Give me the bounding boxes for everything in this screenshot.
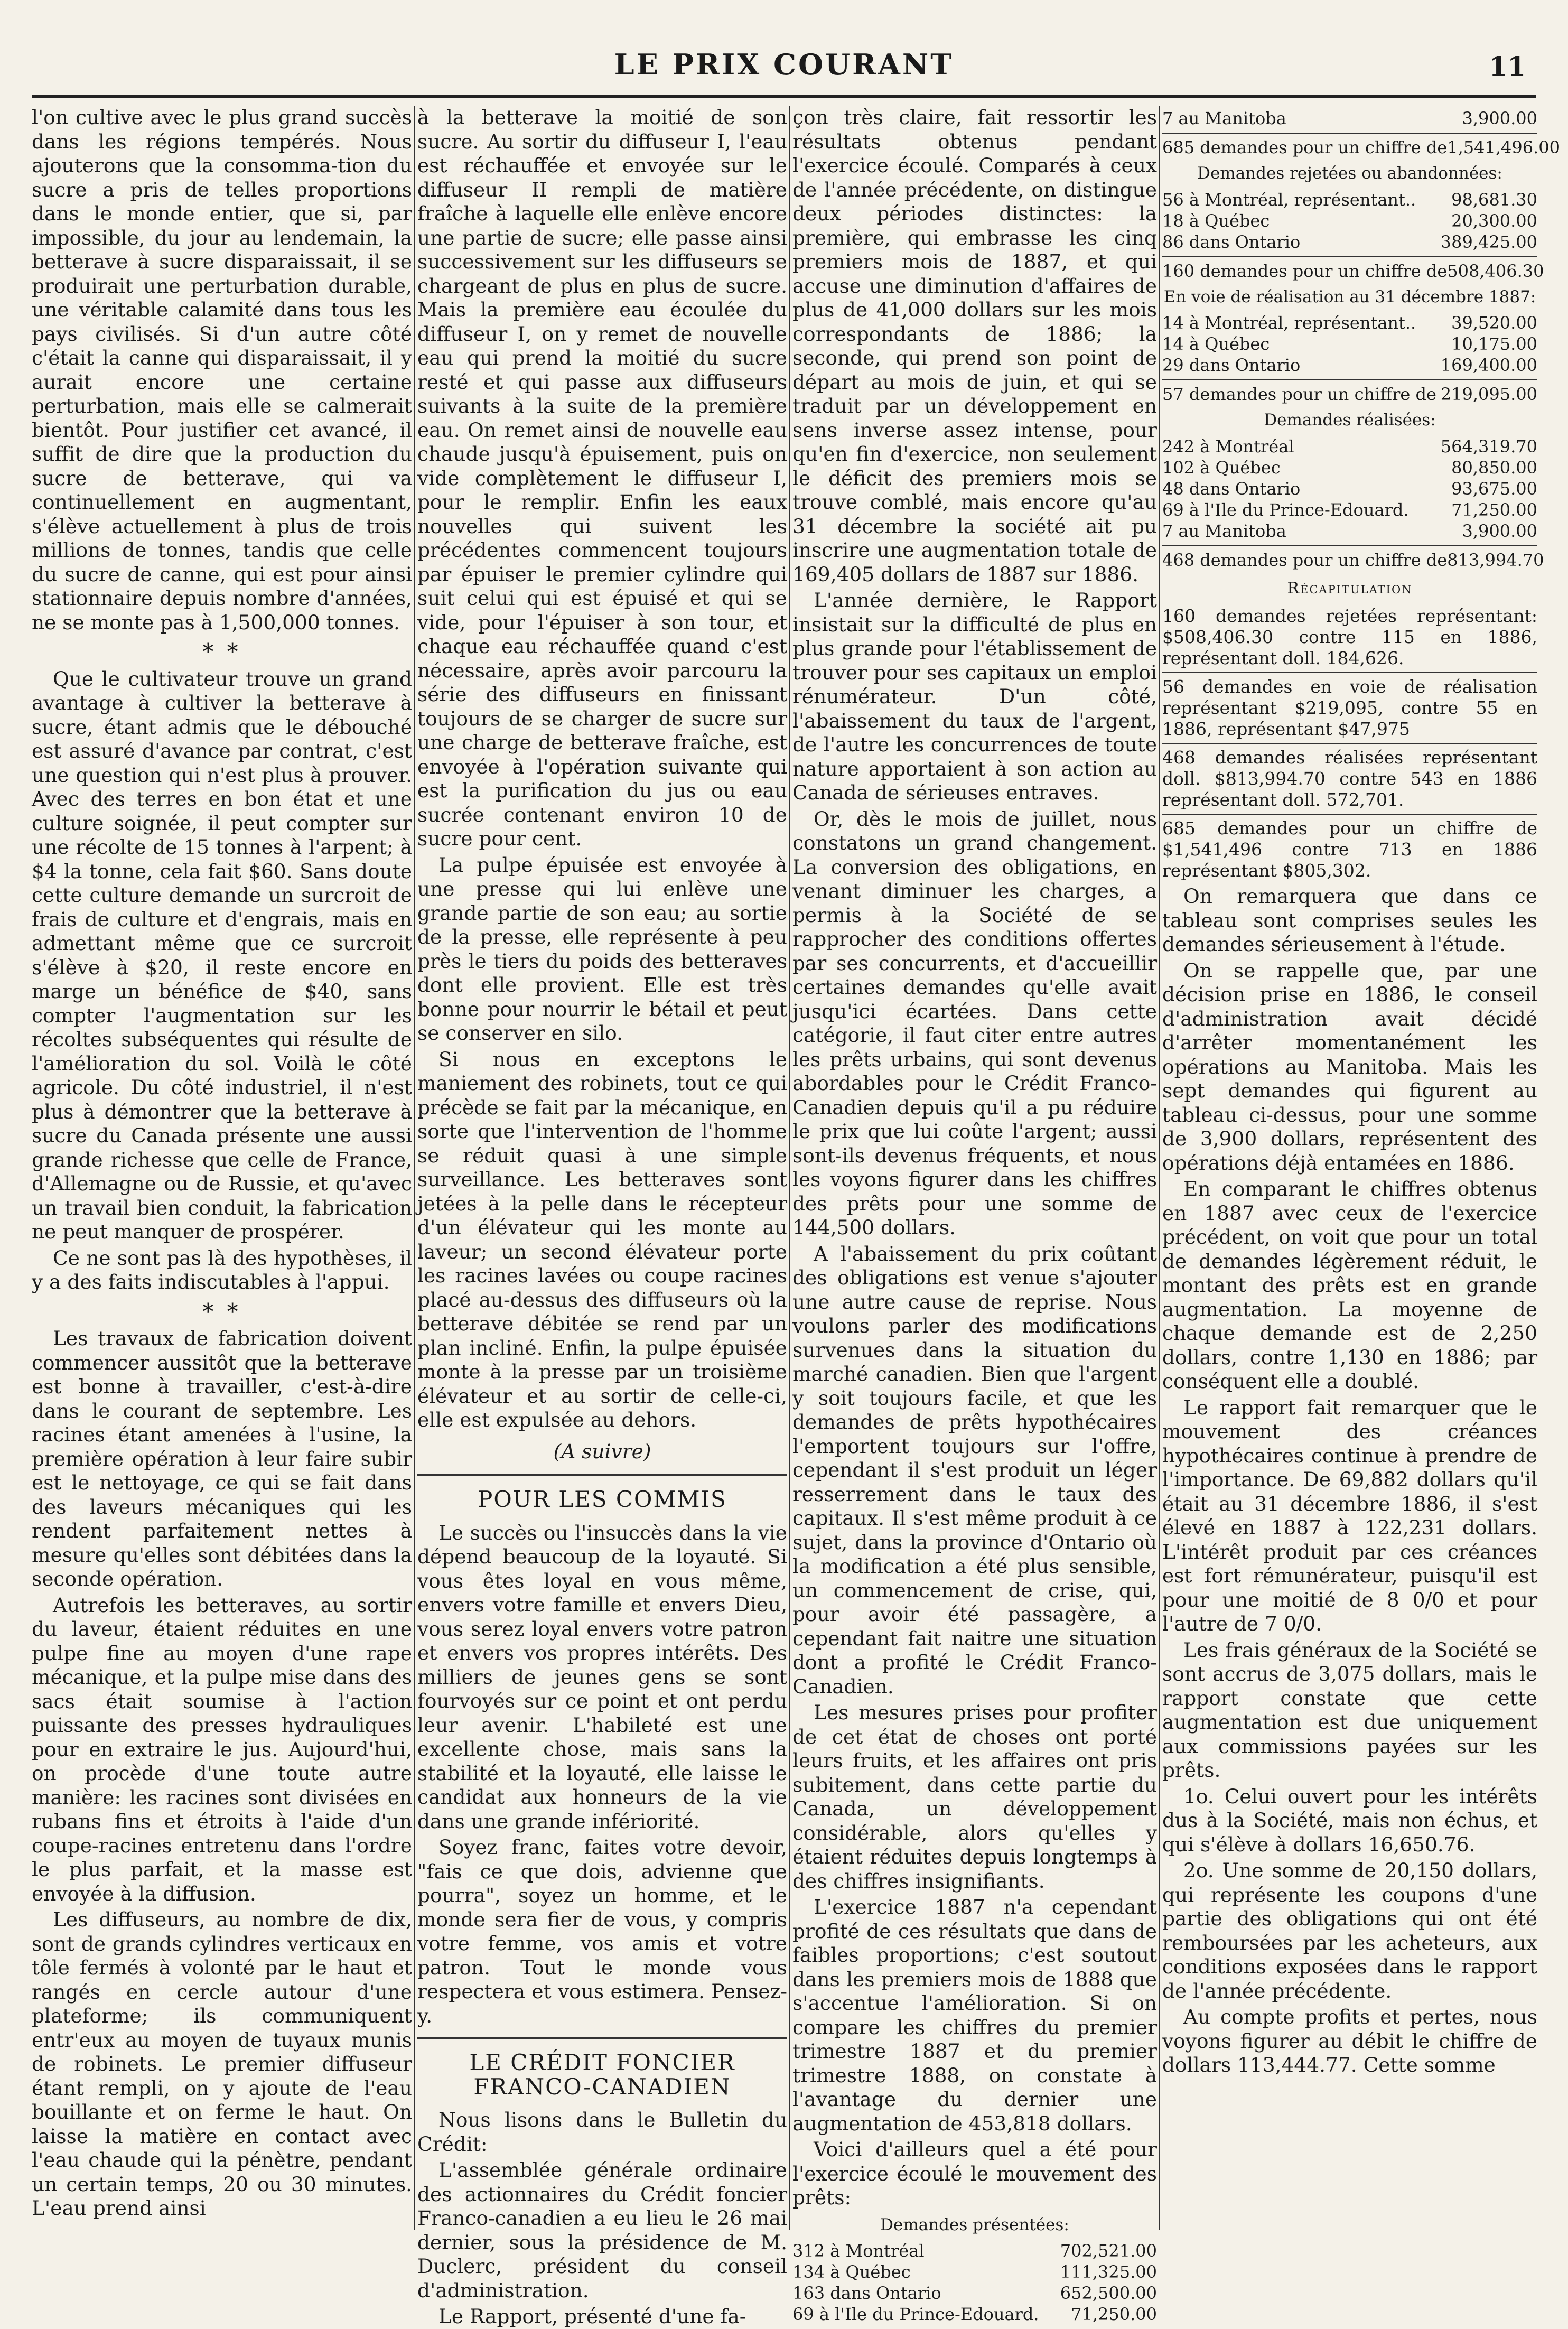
- column-rule: [414, 106, 415, 2230]
- row-label: 163 dans Ontario: [792, 2283, 941, 2303]
- row-amount: 111,325.00: [1060, 2262, 1157, 2282]
- total-table: [1162, 137, 1560, 159]
- table-row: [1162, 231, 1537, 253]
- divider: [1162, 814, 1537, 815]
- recap-line: 56 demandes en voie de réalisation représentant $219,095, contre 55 en 1886, représentant $47,975: [1162, 676, 1537, 739]
- paragraph: Les mesures prises pour profiter de cet état de choses ont porté leurs fruits, et les affaires ont pris subitement, dans cette partie du Canada, un développement considérable, alors qu'elles y étaient réduites depuis longtemps à des chiffres insignifiants.: [792, 1701, 1157, 1893]
- row-label: 48 dans Ontario: [1162, 478, 1301, 499]
- row-label: 69 à l'Ile du Prince-Edouard.: [792, 2304, 1039, 2324]
- paragraph: Que le cultivateur trouve un grand avantage à cultiver la betterave à sucre, étant admis que le débouché est assuré d'avance par contrat, c'est une question qui n'est plus à prouver. Avec des terres en bon état et une culture soignée, il peut compter sur une récolte de 15 tonnes à l'arpent; à $4 la tonne, cela fait $60. Sans doute cette culture demande un surcroit de frais de culture et d'engrais, mais en admettant même que ce surcroit s'élève à $20, il reste encore en marge un bénéfice de $40, sans compter l'augmentation sur les récoltes subséquentes qui résulte de l'amélioration du sol. Voilà le côté agricole. Du côté industriel, il n'est plus à démontrer que la betterave à sucre du Canada présente une aussi grande richesse que celle de France, d'Allemagne ou de Russie, et qu'avec un travail bien conduit, la fabrication ne peut manquer de prospérer.: [32, 667, 412, 1243]
- total-label: 685 demandes pour un chiffre de: [1162, 137, 1448, 157]
- row-amount: 169,400.00: [1440, 355, 1537, 375]
- total-row: [1162, 260, 1544, 282]
- paragraph: Soyez franc, faites votre devoir, "fais ce que dois, advienne que pourra", soyez un homme, et le monde sera fier de vous, y compris votre femme, vos amis et votre patron. Tout le monde vous respectera et vous estimera. Pensez-y.: [417, 1836, 787, 2027]
- table-heading: Demandes réalisées:: [1264, 411, 1436, 430]
- row-label: 242 à Montréal: [1162, 436, 1294, 457]
- paragraph: Les travaux de fabrication doivent commencer aussitôt que la betterave est bonne à travailler, c'est-à-dire dans le courant de septembre. Les racines étant amenées à l'usine, la première opération à leur faire subir est le nettoyage, ce qui se fait dans des laveurs mécaniques qui les rendent parfaitement nettes à mesure qu'elles sont débitées dans la seconde opération.: [32, 1327, 412, 1590]
- total-label: 160 demandes pour un chiffre de: [1162, 260, 1448, 281]
- section-separator: * *: [202, 1298, 241, 1325]
- column-1: [32, 106, 412, 2230]
- continued-note: (A suivre): [553, 1439, 651, 1463]
- row-label: 7 au Manitoba: [1162, 108, 1286, 128]
- row-label: 14 à Montréal, représentant..: [1162, 313, 1416, 333]
- paragraph: à la betterave la moitié de son sucre. Au sortir du diffuseur I, l'eau est réchauffée et envoyée sur le diffuseur II rempli de matière fraîche à laquelle elle enlève encore une partie de sucre; elle passe ainsi successivement sur les diffuseurs se chargeant de plus en plus de sucre. Mais la première eau écoulée du diffuseur I, on y remet de nouvelle eau qui prend la moitié du sucre resté et qui passe aux diffuseurs suivants à la suite de la première eau. On remet ainsi de nouvelle eau chaude jusqu'à épuisement, puis on vide complètement le diffuseur I, pour le remplir. Enfin les eaux nouvelles qui suivent les précédentes commencent toujours par épuiser le premier cylindre qui suit celui qui est épuisé et qui se vide, pour l'épuiser à son tour, et chaque eau réchauffée quand c'est nécessaire, après avoir parcouru la série des diffuseurs en finissant toujours de se charger de sucre sur une charge de betterave fraîche, est envoyée à l'opération suivante qui est la purification du jus ou eau sucrée contenant environ 10 de sucre pour cent.: [417, 106, 787, 850]
- paragraph: L'année dernière, le Rapport insistait sur la difficulté de plus en plus grande pour l'établissement de trouver pour ses capitaux un emploi rénumérateur. D'un côté, l'abaissement du taux de l'argent, de l'autre les concurrences de toute nature apportaient à son action au Canada de sérieuses entraves.: [792, 589, 1157, 804]
- recap-line: 160 demandes rejetées représentant: $508,406.30 contre 115 en 1886, représentant doll. 184,626.: [1162, 605, 1537, 668]
- row-amount: 564,319.70: [1440, 436, 1537, 457]
- paragraph: 1o. Celui ouvert pour les intérêts dus à la Société, mais non échus, et qui s'élève à dollars 16,650.76.: [1162, 1784, 1537, 1856]
- column-2: [417, 106, 787, 2328]
- table-row: [1162, 108, 1537, 129]
- divider: [1162, 379, 1537, 380]
- table-row: [792, 2304, 1157, 2325]
- table-row: [1162, 457, 1537, 478]
- section-separator: * *: [202, 639, 241, 665]
- paragraph: L'assemblée générale ordinaire des actionnaires du Crédit foncier Franco-canadien a eu lieu le 26 mai dernier, sous la présidence de M. Duclerc, président du conseil d'administration.: [417, 2158, 787, 2302]
- table-row: [1162, 520, 1537, 542]
- divider: [1162, 133, 1537, 134]
- row-label: 56 à Montréal, représentant..: [1162, 189, 1416, 210]
- total-table: [1162, 260, 1544, 282]
- row-label: 69 à l'Ile du Prince-Edouard.: [1162, 499, 1409, 520]
- total-amount: 1,541,496.00: [1447, 137, 1561, 157]
- paragraph: Autrefois les betteraves, au sortir du laveur, étaient réduites en une pulpe fine au moyen d'une rape mécanique, et la pulpe mise dans des sacs était soumise à l'action puissante des presses hydrauliques pour en extraire le jus. Aujourd'hui, on procède d'une toute autre manière: les racines sont divisées en rubans fins et étroits à l'aide d'un coupe-racines entretenu dans l'ordre le plus parfait, et la masse est envoyée à la diffusion.: [32, 1593, 412, 1905]
- table-heading: Demandes rejetées ou abandonnées:: [1197, 164, 1502, 183]
- paragraph: Nous lisons dans le Bulletin du Crédit:: [417, 2108, 787, 2156]
- paragraph: Les frais généraux de la Société se sont accrus de 3,075 dollars, mais le rapport constate que cette augmentation est due uniquement aux commissions payées sur les prêts.: [1162, 1638, 1537, 1782]
- table-row: [792, 2283, 1157, 2304]
- column-rule: [1159, 106, 1160, 2230]
- total-label: 468 demandes pour un chiffre de: [1162, 549, 1448, 570]
- row-label: 102 à Québec: [1162, 457, 1281, 478]
- row-label: 7 au Manitoba: [1162, 520, 1286, 541]
- paragraph: l'on cultive avec le plus grand succès dans les régions tempérés. Nous ajouterons que la consomma-tion du sucre a pris de telles proportions dans le monde entier, que si, par impossible, du jour au lendemain, la betterave à sucre disparaissait, il se produirait une perturbation durable, une véritable calamité dans tous les pays civilisés. Si d'un autre côté c'était la canne qui disparaissait, il y aurait encore une certaine perturbation, mais elle se calmerait bientôt. Pour justifier cet avancé, il suffit de dire que la production du sucre de betterave, qui va continuellement en augmentant, s'élève actuellement à plus de trois millions de tonnes, tandis que celle du sucre de canne, qui est pour ainsi stationnaire depuis nombre d'années, ne se monte pas à 1,500,000 tonnes.: [32, 106, 412, 634]
- total-row: [1162, 549, 1544, 571]
- paragraph: Les diffuseurs, au nombre de dix, sont de grands cylindres verticaux en tôle fermés à volonté par le haut et rangés en cercle autour d'une plateforme; ils communiquent entr'eux au moyen de tuyaux munis de robinets. Le premier diffuseur étant rempli, on y ajoute de l'eau bouillante et on ferme le haut. On laisse la matière en contact avec l'eau chaude qui la pénètre, pendant un certain temps, 20 ou 30 minutes. L'eau prend ainsi: [32, 1908, 412, 2220]
- row-amount: 3,900.00: [1462, 108, 1537, 128]
- paragraph: On se rappelle que, par une décision prise en 1886, le conseil d'administration avait décidé d'arrêter momentanément les opérations au Manitoba. Mais les sept demandes qui figurent au tableau ci-dessus, pour une somme de 3,900 dollars, représentent des opérations déjà entamées en 1886.: [1162, 958, 1537, 1175]
- paragraph: Au compte profits et pertes, nous voyons figurer au débit le chiffre de dollars 113,444.77. Cette somme: [1162, 2005, 1537, 2076]
- total-amount: 219,095.00: [1440, 384, 1537, 404]
- table-row: [1162, 210, 1537, 231]
- row-amount: 39,520.00: [1451, 313, 1537, 333]
- realized-table: [1162, 436, 1537, 542]
- row-amount: 3,900.00: [1462, 520, 1537, 541]
- paragraph: La pulpe épuisée est envoyée à une presse qui lui enlève une grande partie de son eau; au sortie de la presse, elle représente à peu près le tiers du poids des betteraves dont elle provient. Elle est très bonne pour nourrir le bétail et peut se conserver en silo.: [417, 853, 787, 1045]
- table-row: [1162, 355, 1537, 376]
- paragraph: En comparant le chiffres obtenus en 1887 avec ceux de l'exercice précédent, on voit que pour un total de demandes légèrement réduit, le montant des prêts est en grande augmentation. La moyenne de chaque demande est de 2,250 dollars, contre 1,130 en 1886; par conséquent elle a doublé.: [1162, 1177, 1537, 1393]
- rejected-table: [1162, 189, 1537, 253]
- paragraph: Ce ne sont pas là des hypothèses, il y a des faits indiscutables à l'appui.: [32, 1246, 412, 1293]
- column-3: [792, 106, 1157, 2324]
- row-label: 29 dans Ontario: [1162, 355, 1301, 375]
- paragraph: çon très claire, fait ressortir les résultats obtenus pendant l'exercice écoulé. Comparés à ceux de l'année précédente, on distingue deux périodes distinctes: la première, qui embrasse les cinq premiers mois de 1887, et qui accuse une diminution d'affaires de plus de 41,000 dollars sur les mois correspondants de 1886; la seconde, qui prend son point de départ au mois de juin, et qui se traduit par un développement en sens inverse assez intense, pour qu'en fin d'exercice, non seulement le déficit des premiers mois se trouve comblé, mais encore qu'au 31 décembre la société ait pu inscrire une augmentation totale de 169,405 dollars de 1887 sur 1886.: [792, 106, 1157, 586]
- total-table: [1162, 549, 1544, 571]
- table-row: [1162, 499, 1537, 520]
- row-label: 134 à Québec: [792, 2262, 911, 2282]
- column-rule: [789, 106, 790, 2230]
- page-header: [32, 37, 1536, 98]
- divider: [1162, 256, 1537, 257]
- total-amount: 813,994.70: [1447, 549, 1544, 570]
- row-amount: 71,250.00: [1071, 2304, 1157, 2324]
- recap-block: [1162, 605, 1537, 881]
- table-row: [1162, 436, 1537, 457]
- table-row: [792, 2240, 1157, 2261]
- paragraph: Si nous en exceptons le maniement des robinets, tout ce qui précède se fait par la mécanique, en sorte que l'intervention de l'homme se réduit quasi à une simple surveillance. Les betteraves sont jetées à la pelle dans le récepteur d'un élévateur qui les monte au laveur; un second élévateur porte les racines lavées ou coupe racines placé au-dessus des diffuseurs où la betterave débitée se rend par un plan incliné. Enfin, la pulpe épuisée monte à la presse par un troisième élévateur et au sortir de celle-ci, elle est expulsée au dehors.: [417, 1047, 787, 1431]
- divider: [1162, 672, 1537, 673]
- total-row: [1162, 137, 1560, 158]
- publication-title: LE PRIX COURANT: [614, 48, 954, 81]
- row-amount: 71,250.00: [1451, 499, 1537, 520]
- paragraph: Voici d'ailleurs quel a été pour l'exercice écoulé le mouvement des prêts:: [792, 2138, 1157, 2209]
- loans-table: [792, 2240, 1157, 2325]
- table-row: [1162, 478, 1537, 499]
- article-heading: LE CRÉDIT FONCIER FRANCO-CANADIEN: [469, 2049, 735, 2100]
- row-amount: 702,521.00: [1060, 2241, 1157, 2261]
- loans-table: [1162, 108, 1537, 129]
- row-amount: 389,425.00: [1440, 231, 1537, 252]
- table-heading: En voie de réalisation au 31 décembre 1887:: [1163, 287, 1536, 306]
- paragraph: Le Rapport, présenté d'une fa-: [438, 2305, 746, 2328]
- total-amount: 508,406.30: [1447, 260, 1544, 281]
- paragraph: On remarquera que dans ce tableau sont comprises seules les demandes sérieusement à l'étude.: [1162, 884, 1537, 956]
- table-row: [1162, 312, 1537, 333]
- page-number: 11: [1489, 51, 1526, 82]
- row-amount: 80,850.00: [1451, 457, 1537, 478]
- total-row: [1162, 384, 1537, 405]
- row-label: 18 à Québec: [1162, 210, 1270, 231]
- paragraph: Le rapport fait remarquer que le mouvement des créances hypothécaires continue à prendre de l'importance. De 69,882 dollars qu'il était au 31 décembre 1886, il s'est élevé en 1887 à 122,231 dollars. L'intérêt produit par ces créances est fort rémunérateur, puisqu'il est pour une moitié de 8 0/0 et pour l'autre de 7 0/0.: [1162, 1395, 1537, 1635]
- row-label: 312 à Montréal: [792, 2241, 925, 2261]
- article-heading: POUR LES COMMIS: [478, 1486, 727, 1512]
- recap-line: 468 demandes réalisées représentant doll. $813,994.70 contre 543 en 1886 représentant doll. 572,701.: [1162, 747, 1537, 810]
- row-amount: 10,175.00: [1451, 334, 1537, 354]
- column-4: [1162, 106, 1561, 2230]
- row-label: 86 dans Ontario: [1162, 231, 1301, 252]
- total-label: 57 demandes pour un chiffre de: [1162, 384, 1436, 404]
- row-label: 14 à Québec: [1162, 334, 1270, 354]
- total-table: [1162, 384, 1537, 405]
- recap-heading: Récapitulation: [1287, 579, 1413, 598]
- paragraph: 2o. Une somme de 20,150 dollars, qui représente les coupons d'une partie des obligations qui ont été remboursées par les acheteurs, aux conditions exposées dans le rapport de l'année précédente.: [1162, 1859, 1537, 2002]
- paragraph: L'exercice 1887 n'a cependant profité de ces résultats que dans de faibles proportions; c'est soutout dans les premiers mois de 1888 que s'accentue l'amélioration. Si on compare les chiffres du premier trimestre 1887 et du premier trimestre 1888, on constate à l'avantage du dernier une augmentation de 453,818 dollars.: [792, 1895, 1157, 2135]
- row-amount: 20,300.00: [1451, 210, 1537, 231]
- paragraph: A l'abaissement du prix coûtant des obligations est venue s'ajouter une autre cause de reprise. Nous voulons parler des modifications survenues dans la situation du marché canadien. Bien que l'argent y soit toujours facile, et que les demandes de prêts hypothécaires l'emportent toujours sur l'offre, cependant il s'est produit un léger resserrement dans le taux des capitaux. Il s'est même produit à ce sujet, dans la province d'Ontario où la modification a été plus sensible, un commencement de crise, qui, pour avoir été passagère, a cependant fait naitre une situation dont a profité le Crédit Franco-Canadien.: [792, 1242, 1157, 1698]
- divider: [417, 2037, 787, 2039]
- divider: [417, 1474, 787, 1476]
- pending-table: [1162, 312, 1537, 376]
- divider: [1162, 545, 1537, 546]
- table-row: [1162, 333, 1537, 355]
- table-heading: Demandes présentées:: [880, 2215, 1069, 2234]
- table-row: [792, 2261, 1157, 2283]
- divider: [1162, 743, 1537, 744]
- table-row: [1162, 189, 1537, 210]
- row-amount: 652,500.00: [1060, 2283, 1157, 2303]
- row-amount: 98,681.30: [1451, 189, 1537, 210]
- paragraph: Le succès ou l'insuccès dans la vie dépend beaucoup de la loyauté. Si vous êtes loyal en vous même, envers votre famille et envers Dieu, vous serez loyal envers votre patron et envers vos propres intérêts. Des milliers de jeunes gens se sont fourvoyés sur ce point et ont perdu leur avenir. L'habileté est une excellente chose, mais sans la stabilité et la loyauté, elle laisse le candidat aux honneurs de la vie dans une grande infériorité.: [417, 1521, 787, 1833]
- paragraph: Or, dès le mois de juillet, nous constatons un grand changement. La conversion des obligations, en venant diminuer les charges, a permis à la Société de se rapprocher des conditions offertes par ses concurrents, et d'accueillir certaines demandes qu'elle avait jusqu'ici écartées. Dans cette catégorie, il faut citer entre autres les prêts urbains, qui sont devenus abordables pour le Crédit Franco-Canadien depuis qu'il a pu réduire le prix que lui coûte l'argent; aussi sont-ils devenus fréquents, et nous les voyons figurer dans les chiffres des prêts pour une somme de 144,500 dollars.: [792, 807, 1157, 1239]
- row-amount: 93,675.00: [1451, 478, 1537, 499]
- recap-line: 685 demandes pour un chiffre de $1,541,496 contre 713 en 1886 représentant $805,302.: [1162, 818, 1537, 881]
